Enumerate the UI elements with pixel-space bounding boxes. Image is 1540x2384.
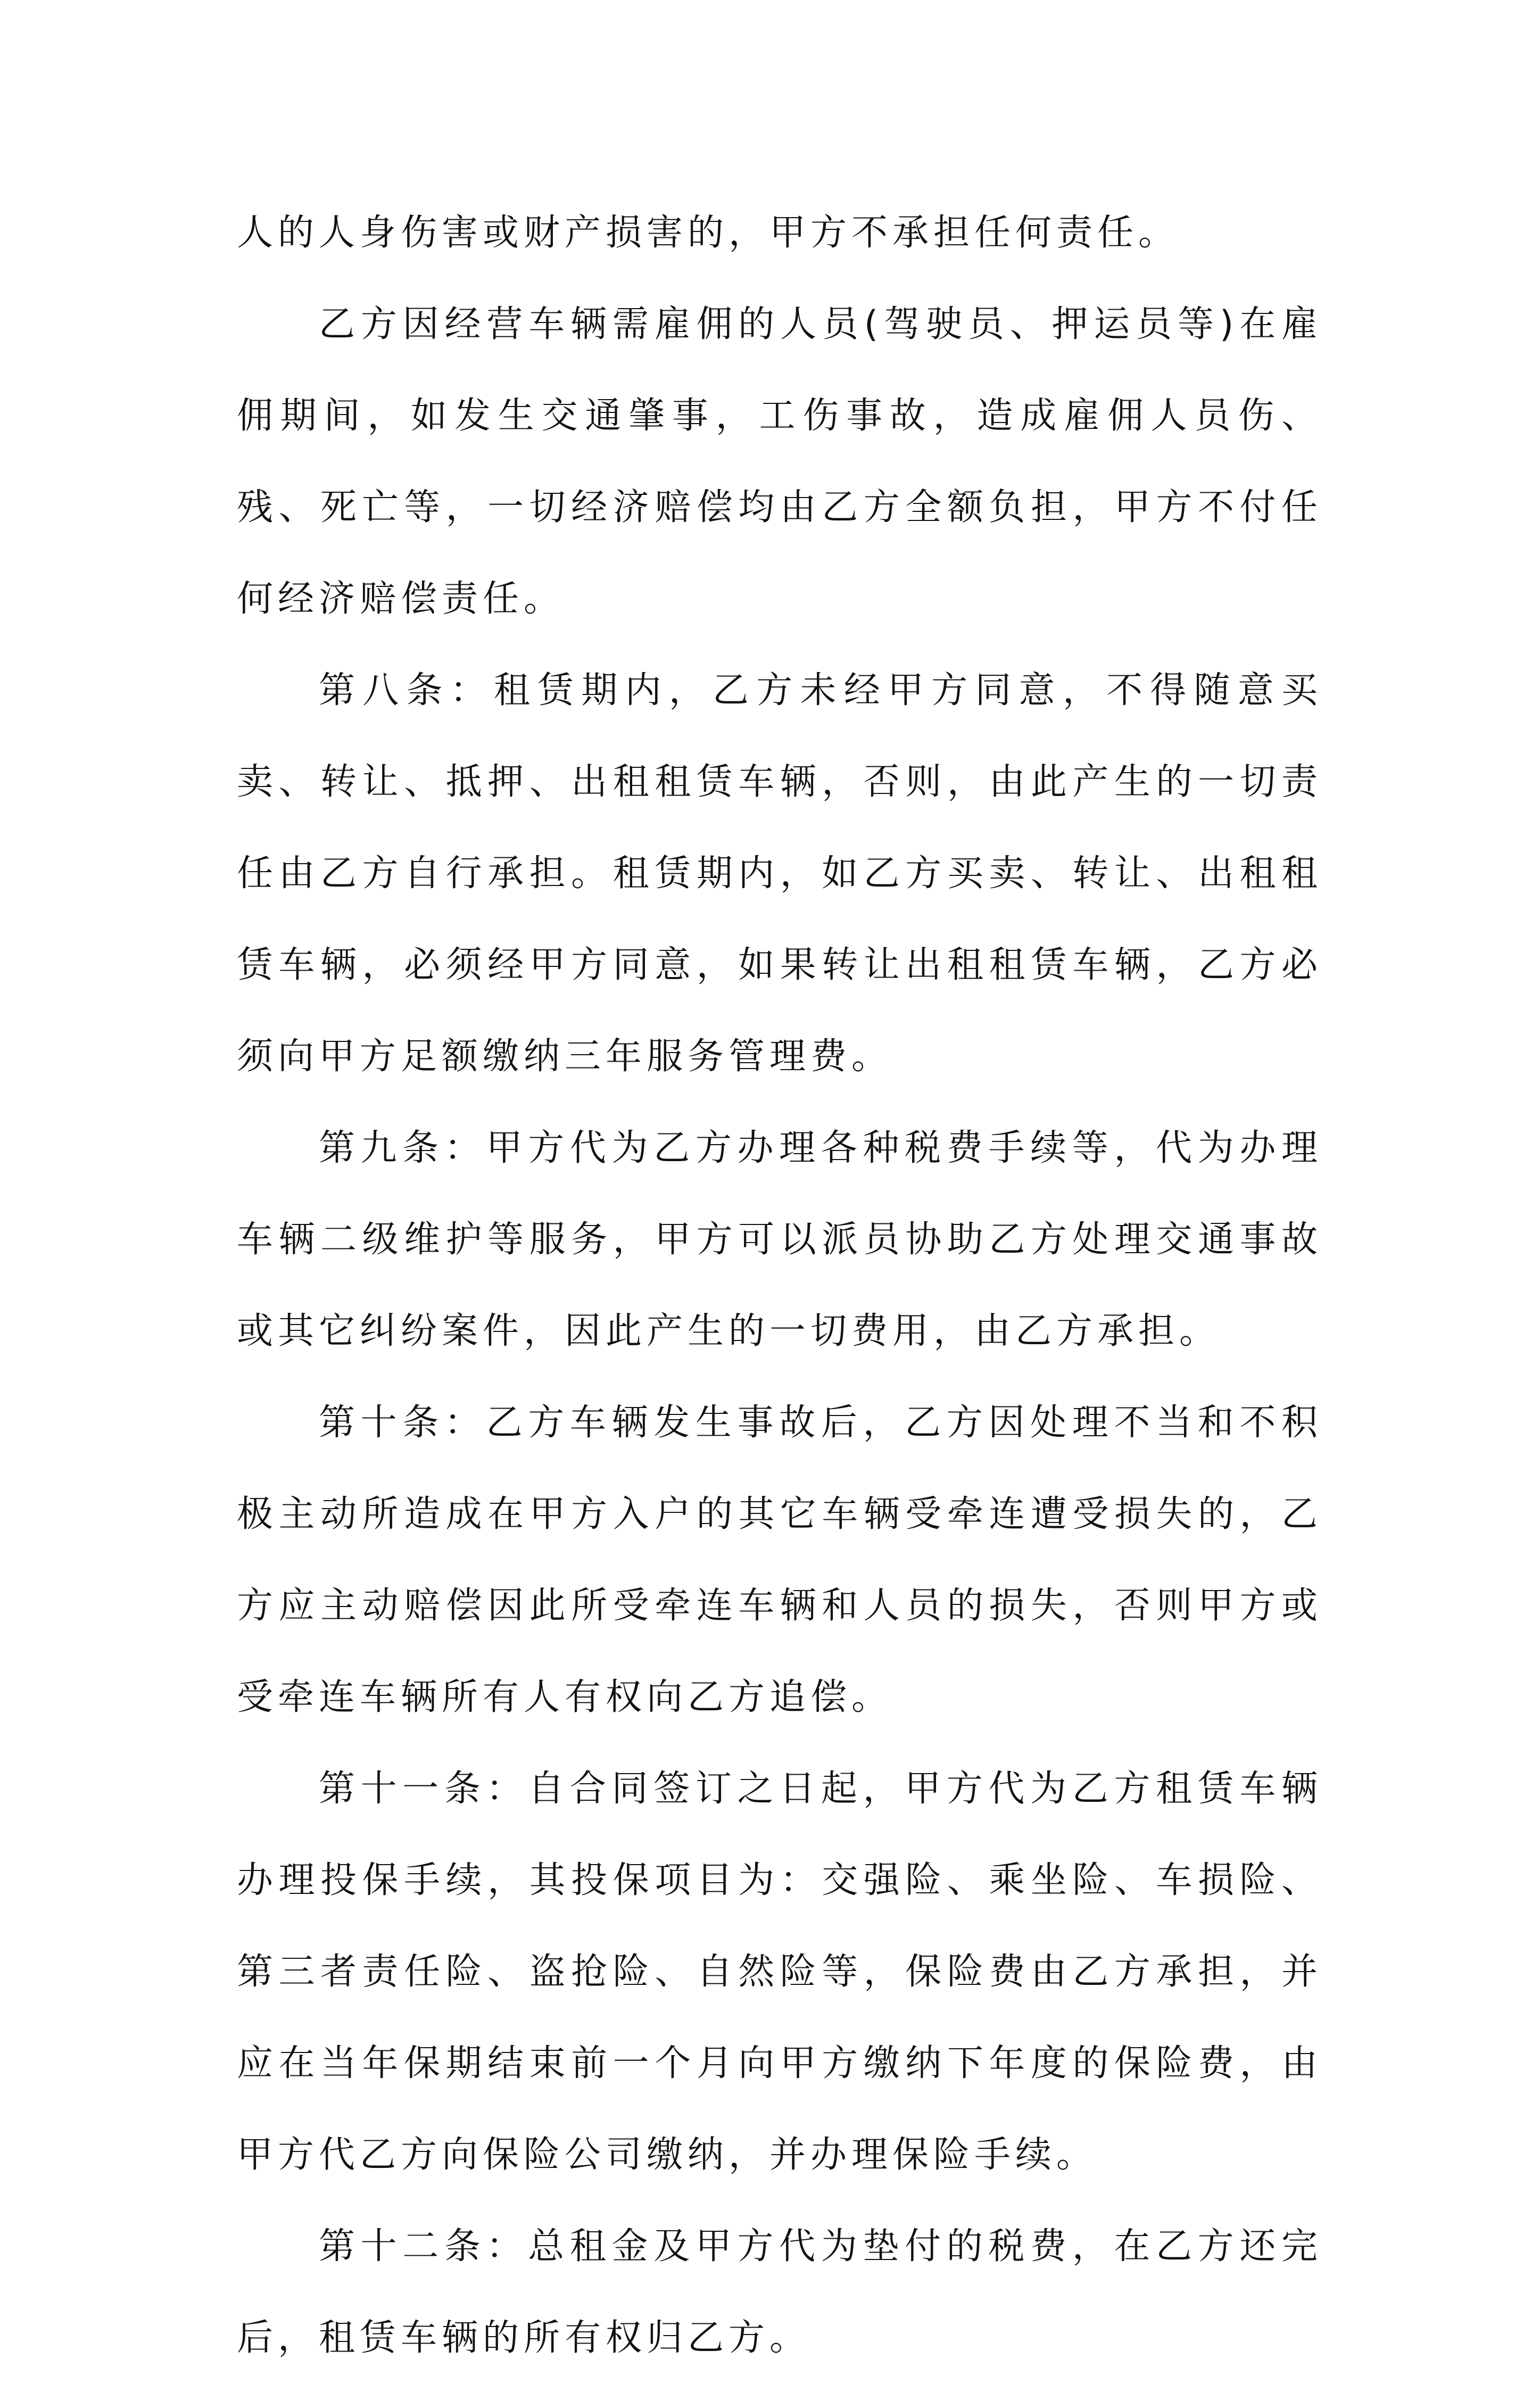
paragraph-article-12: 第十二条：总租金及甲方代为垫付的税费，在乙方还完后，租赁车辆的所有权归乙方。 <box>237 2225 1322 2359</box>
paragraph-employee-liability: 乙方因经营车辆需雇佣的人员(驾驶员、押运员等)在雇佣期间，如发生交通肇事，工伤事故，造成雇佣人员伤、残、死亡等，一切经济赔偿均由乙方全额负担，甲方不付任何经济赔偿责任。 <box>237 303 1322 620</box>
paragraph-continuation: 人的人身伤害或财产损害的，甲方不承担任何责任。 <box>237 212 1180 254</box>
paragraph-article-10: 第十条：乙方车辆发生事故后，乙方因处理不当和不积极主动所造成在甲方入户的其它车辆受牵连遭受损失的，乙方应主动赔偿因此所受牵连车辆和人员的损失，否则甲方或受牵连车辆所有人有权向乙方追偿。 <box>237 1402 1322 1718</box>
paragraph-article-11: 第十一条：自合同签订之日起，甲方代为乙方租赁车辆办理投保手续，其投保项目为：交强险、乘坐险、车损险、第三者责任险、盗抢险、自然险等，保险费由乙方承担，并应在当年保期结束前一个月向甲方缴纳下年度的保险费，由甲方代乙方向保险公司缴纳，并办理保险手续。 <box>237 1768 1322 2176</box>
paragraph-article-9: 第九条：甲方代为乙方办理各种税费手续等，代为办理车辆二级维护等服务，甲方可以派员协助乙方处理交通事故或其它纠纷案件，因此产生的一切费用，由乙方承担。 <box>237 1127 1322 1352</box>
document-body <box>237 187 1322 2384</box>
paragraph-article-8: 第八条：租赁期内，乙方未经甲方同意，不得随意买卖、转让、抵押、出租租赁车辆，否则，由此产生的一切责任由乙方自行承担。租赁期内，如乙方买卖、转让、出租租赁车辆，必须经甲方同意，如果转让出租租赁车辆，乙方必须向甲方足额缴纳三年服务管理费。 <box>237 669 1322 1078</box>
